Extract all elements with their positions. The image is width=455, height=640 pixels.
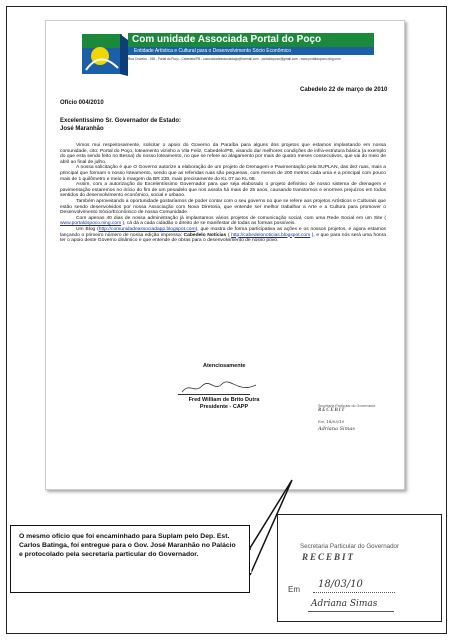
zoom-stamp-received: RECEBIT <box>302 552 356 562</box>
p6-text-a: Um Blog ( <box>76 226 99 232</box>
zoom-stamp-office: Secretaria Particular do Governador <box>300 543 400 550</box>
p5-text-b: ), cá dá a cada cidadão o direito de se manifestar de todas as formas possíveis. <box>121 221 296 227</box>
stamp-date-row: Em, 18/03/10 <box>318 419 345 424</box>
header-address: Rua Cruzeiro - 198 - Portal do Poço - Cabedelo/PB - comunidadeassociadapp@hotmail.com - portaldopoco@gmail.com - www.portaldopoco.ning.com <box>128 57 341 61</box>
banner-subtitle: Entidade Artística e Cultural para o Desenvolvimento Sócio Econômico <box>128 47 374 55</box>
stamp-date: 18/03/10 <box>326 419 345 424</box>
paragraph-2: A nossa solicitação é que O Governo autorize a elaboração de um projeto de Drenagem e Pavimentação pela SUPLAN, das dez ruas, mais a principal que formam o nosso loteamento, sendo que as referidas ruas são pequenas, com menos de 200 metros cada uma e a principal com pouco mais de 1 quilômetro e meio à margem da BR 230, mais precisamente do KL 07 ao KL 08. <box>60 165 386 182</box>
signature-line <box>178 394 250 395</box>
letter-date: Cabedelo 22 de março de 2010 <box>300 87 388 93</box>
recipient-line-1: Excelentíssimo Sr. Governador de Estado: <box>60 118 182 124</box>
callout-text: O mesmo ofício que foi encaminhado para Suplam pelo Dep. Est. Carlos Batinga, foi entregue para o Gov. José Maranhão no Palácio e protocolado pela secretaria particular do Governador. <box>19 533 236 558</box>
recipient <box>60 117 181 133</box>
signer-title: Presidente - CAPP <box>199 404 249 410</box>
closing: Atenciosamente <box>203 363 246 369</box>
paragraph-6 <box>60 227 386 244</box>
receipt-stamp-small <box>318 404 380 432</box>
zoom-em-label: Em <box>288 585 300 594</box>
stamp-zoom <box>277 514 442 622</box>
signer <box>171 397 277 411</box>
stamp-signature: Adriana Simas <box>318 426 355 432</box>
signer-name: Fred William de Brito Dutra <box>188 397 260 403</box>
letter-body <box>60 143 386 244</box>
recipient-line-2: José Maranhão <box>60 126 104 132</box>
zoom-stamp-date: 18/03/10 <box>318 579 363 590</box>
oficio-number: Ofício 004/2010 <box>60 100 104 106</box>
paragraph-1: Vimos mui respeitosamente, solicitar o apoio do Governo da Paraíba para alguns dos projetos que estamos implantando em nossa comunidade, cito: Portal do Poço, loteamento vizinho a Vila Feliz, Cabedelo/PB, visando dar melhores condições de infra-estrutura básica (a exemplo do que esta sendo feito no Bessa) do nosso loteamento, no que se refere ao alagamento por mais de quatro meses consecutivos, que vai do meio de abril ao final de julho. <box>60 143 386 165</box>
stamp-received: RECEBIT <box>318 408 346 413</box>
paragraph-4: Também aproveitando a oportunidade gostaríamos de poder contar com o seu governo no que se refere aos projetos Artísticos e Culturais que estão sendo desenvolvidos por nossa Associação com Nova Diretoria, que entende ser melhor trabalhar a Arte e a Cultura para promover o Desenvolvimento Sócio/Econômico de nossa Comunidade. <box>60 198 386 216</box>
paragraph-3: Assim, com a autorização do Excelentíssimo Governador para que seja elaborado o projeto definitivo de nosso sistema de drenagem e pavimentação estaremos no início do fim de um pesadelo que nos assola há mais de 25 anos, causando transtornos e enormes prejuízos em todos sentidos do desenvolvimento econômico, social e urbano. <box>60 182 386 199</box>
p6-text-c: ( <box>226 232 232 238</box>
association-logo <box>80 30 130 78</box>
zoom-stamp-signature: Adriana Simas <box>311 599 378 609</box>
stamp-office: Secretaria Particular do Governador <box>318 404 376 408</box>
paragraph-5 <box>60 216 386 227</box>
zoom-signature-line <box>308 611 394 612</box>
zoom-date-line <box>313 592 395 593</box>
p6-text-d: ), e que para nós será uma honra ter o apoio deste Governo dinâmico e que entende de obras para o desenvolvimento de nosso povo. <box>60 232 386 244</box>
newspaper-link[interactable]: http://cabedelonoticias.blogspot.com <box>231 232 311 238</box>
stamp-em-label: Em <box>318 419 324 424</box>
newspaper-name: Cabedelo Notícias <box>183 232 227 238</box>
site-link[interactable]: www.portaldopoco.ning.com <box>60 221 122 227</box>
banner-title: Com unidade Associada Portal do Poço <box>128 33 374 47</box>
p5-text-a: Com apenas 40 dias de nossa administração já implantamos vários projetos de comunicação social, com uma Rede Social em um Site ( <box>76 215 386 221</box>
blog-link[interactable]: http://comunidadeassociadapp.blogspot.com <box>98 226 196 232</box>
p6-text-b: ), que mostra de forma participativa as ações e os nossos projetos, e agora estamos lançando o primeiro número de nossa edição impressa: <box>60 226 386 238</box>
callout-box <box>10 525 250 593</box>
